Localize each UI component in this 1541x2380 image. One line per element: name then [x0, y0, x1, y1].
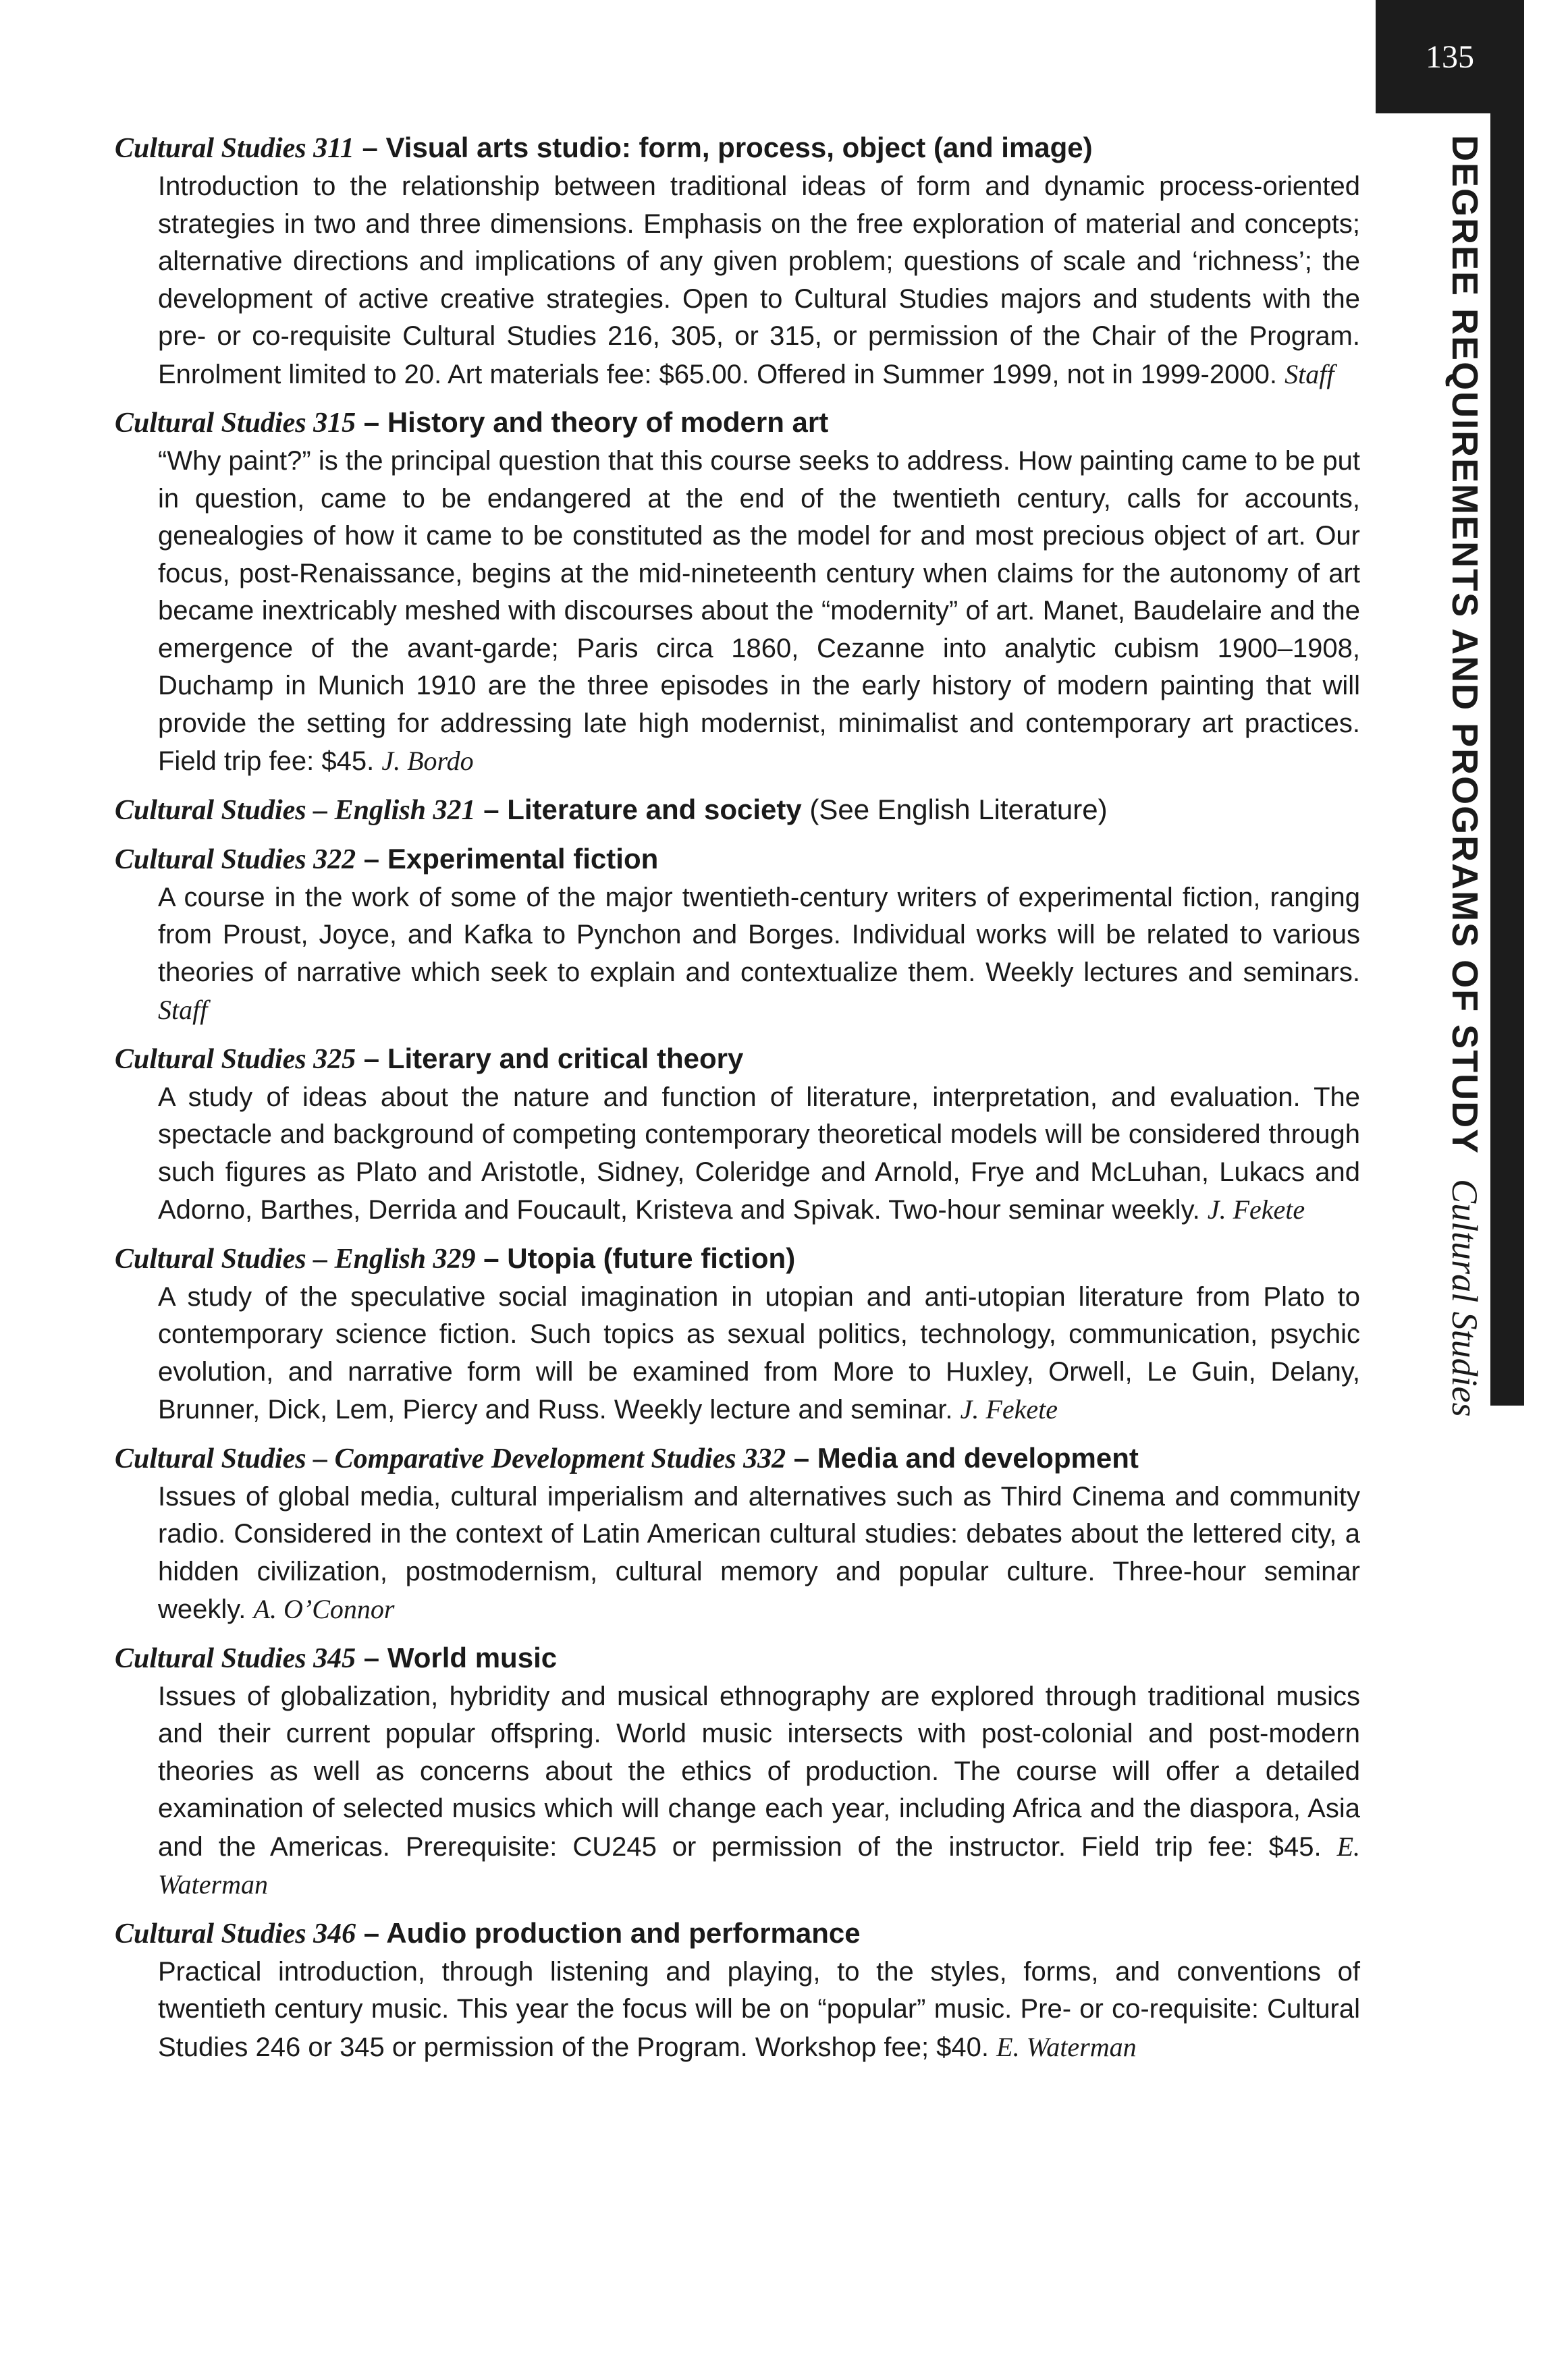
course-name: World music — [387, 1641, 558, 1673]
course-entry — [115, 403, 1360, 781]
course-code: Cultural Studies 315 — [115, 408, 356, 439]
course-code: Cultural Studies – English 321 — [115, 794, 476, 826]
course-description — [158, 879, 1360, 1030]
course-description-text: Issues of globalization, hybridity and musical ethnography are explored through traditional musics and their current popular offspring. World music intersects with post-colonial and post-modern theories as well as concerns about the ethics of production. The course will offer a detailed examination of selected musics which will change each year, including Africa and the diaspora, Asia and the Americas. Prerequisite: CU245 or permission of the instructor. Field trip fee: $45. — [158, 1681, 1360, 1862]
side-tab-bar — [1490, 113, 1524, 1406]
course-description-text: A course in the work of some of the major twentieth-century writers of experimental fiction, ranging from Proust, Joyce, and Kafka to Pynchon and Borges. Individual works will be related to various theories of narrative which seek to explain and contextualize them. Weekly lectures and seminars. — [158, 882, 1360, 987]
side-tab-label — [1444, 135, 1488, 1417]
side-tab-text — [1444, 135, 1486, 1417]
course-entry — [115, 1239, 1360, 1429]
course-code: Cultural Studies 325 — [115, 1043, 356, 1075]
course-list — [115, 128, 1360, 2076]
course-name: Experimental fiction — [387, 842, 659, 875]
course-description-text: Introduction to the relationship between traditional ideas of form and dynamic process-oriented strategies in two and three dimensions. Emphasis on the free exploration of material and concepts; alternative directions and implications of any given problem; questions of scale and ‘richness’; the development of active creative strategies. Open to Cultural Studies majors and students with the pre- or co-requisite Cultural Studies 216, 305, or 315, or permission of the Chair of the Program. Enrolment limited to 20. Art materials fee: $65.00. Offered in Summer 1999, not in 1999-2000. — [158, 171, 1360, 389]
course-description — [158, 1079, 1360, 1229]
course-title — [115, 1439, 1360, 1478]
course-code: Cultural Studies 346 — [115, 1918, 356, 1949]
course-description-text: A study of ideas about the nature and function of literature, interpretation, and evaluation. The spectacle and background of competing contemporary theoretical models will be considered through such figures as Plato and Aristotle, Sidney, Coleridge and Arnold, Frye and McLuhan, Lukacs and Adorno, Barthes, Derrida and Foucault, Kristeva and Spivak. Two-hour seminar weekly. — [158, 1082, 1360, 1225]
course-entry — [115, 1914, 1360, 2067]
course-entry — [115, 128, 1360, 393]
course-name: History and theory of modern art — [387, 406, 829, 438]
course-code: Cultural Studies 345 — [115, 1642, 356, 1674]
course-title — [115, 839, 1360, 879]
course-description — [158, 1279, 1360, 1429]
course-description-text: Practical introduction, through listening and playing, to the styles, forms, and conventions of twentieth century music. This year the focus will be on “popular” music. Pre- or co-requisite: Cultural Studies 246 or 345 or permission of the Program. Workshop fee; $40. — [158, 1956, 1360, 2062]
course-entry — [115, 790, 1360, 830]
page-number: 135 — [1376, 0, 1524, 113]
course-instructor: E. Waterman — [996, 2031, 1137, 2062]
course-title — [115, 1638, 1360, 1678]
course-instructor: A. O’Connor — [253, 1594, 395, 1624]
title-separator: – — [356, 1042, 387, 1074]
course-instructor: E. Waterman — [158, 1831, 1360, 1900]
course-title — [115, 1914, 1360, 1954]
course-title — [115, 1239, 1360, 1279]
course-instructor: Staff — [158, 995, 208, 1025]
course-description — [158, 1478, 1360, 1629]
course-code: Cultural Studies – English 329 — [115, 1243, 476, 1275]
title-separator: – — [475, 1242, 508, 1274]
course-instructor: J. Fekete — [1207, 1194, 1305, 1225]
side-tab-subheading: Cultural Studies — [1444, 1179, 1485, 1417]
title-separator: – — [354, 132, 386, 163]
course-title — [115, 790, 1360, 830]
course-name: Audio production and performance — [386, 1916, 861, 1949]
course-description — [158, 443, 1360, 781]
title-separator: – — [475, 793, 508, 825]
title-separator: – — [356, 406, 387, 438]
course-entry — [115, 839, 1360, 1030]
course-entry — [115, 1039, 1360, 1229]
course-description — [158, 1678, 1360, 1904]
course-description — [158, 168, 1360, 393]
title-separator: – — [356, 1641, 387, 1673]
course-instructor: J. Fekete — [960, 1394, 1058, 1424]
course-entry — [115, 1439, 1360, 1629]
title-separator: – — [786, 1441, 817, 1474]
course-description-text: “Why paint?” is the principal question that this course seeks to address. How painting came to be put in question, came to be endangered at the end of the twentieth century, calls for accounts, genealogies of how it came to be constituted as the model for and most precious object of art. Our focus, post-Renaissance, begins at the mid-nineteenth century when claims for the autonomy of art became inextricably meshed with discourses about the “modernity” of art. Manet, Baudelaire and the emergence of the avant-garde; Paris circa 1860, Cezanne into analytic cubism 1900–1908, Duchamp in Munich 1910 are the three episodes in the early history of modern painting that will provide the setting for addressing late high modernist, minimalist and contemporary art practices. Field trip fee: $45. — [158, 446, 1360, 776]
course-code: Cultural Studies – Comparative Development Studies 332 — [115, 1443, 786, 1474]
course-description-text: Issues of global media, cultural imperialism and alternatives such as Third Cinema and community radio. Considered in the context of Latin American cultural studies: debates about the lettered city, a hidden civilization, postmodernism, cultural memory and popular culture. Three-hour seminar weekly. — [158, 1481, 1360, 1624]
course-description-text: A study of the speculative social imagination in utopian and anti-utopian literature from Plato to contemporary science fiction. Such topics as sexual politics, technology, communication, psychic evolution, and narrative form will be examined from More to Huxley, Orwell, Le Guin, Delany, Brunner, Dick, Lem, Piercy and Russ. Weekly lecture and seminar. — [158, 1281, 1360, 1424]
course-instructor: J. Bordo — [381, 746, 474, 776]
course-code: Cultural Studies 322 — [115, 843, 356, 875]
course-entry — [115, 1638, 1360, 1904]
course-title — [115, 1039, 1360, 1079]
course-instructor: Staff — [1285, 358, 1334, 389]
course-code: Cultural Studies 311 — [115, 133, 354, 164]
course-name: Utopia (future fiction) — [507, 1242, 796, 1274]
title-separator: – — [356, 1916, 387, 1949]
course-name: Literary and critical theory — [387, 1042, 744, 1074]
course-title — [115, 128, 1360, 168]
side-tab-heading: DEGREE REQUIREMENTS AND PROGRAMS OF STUDY — [1444, 135, 1485, 1155]
course-title — [115, 403, 1360, 443]
course-description — [158, 1954, 1360, 2067]
course-name: Literature and society — [507, 793, 802, 825]
course-name: Media and development — [817, 1441, 1139, 1474]
title-separator: – — [356, 842, 387, 875]
course-note: (See English Literature) — [801, 793, 1108, 825]
course-name: Visual arts studio: form, process, object (and image) — [385, 132, 1093, 163]
